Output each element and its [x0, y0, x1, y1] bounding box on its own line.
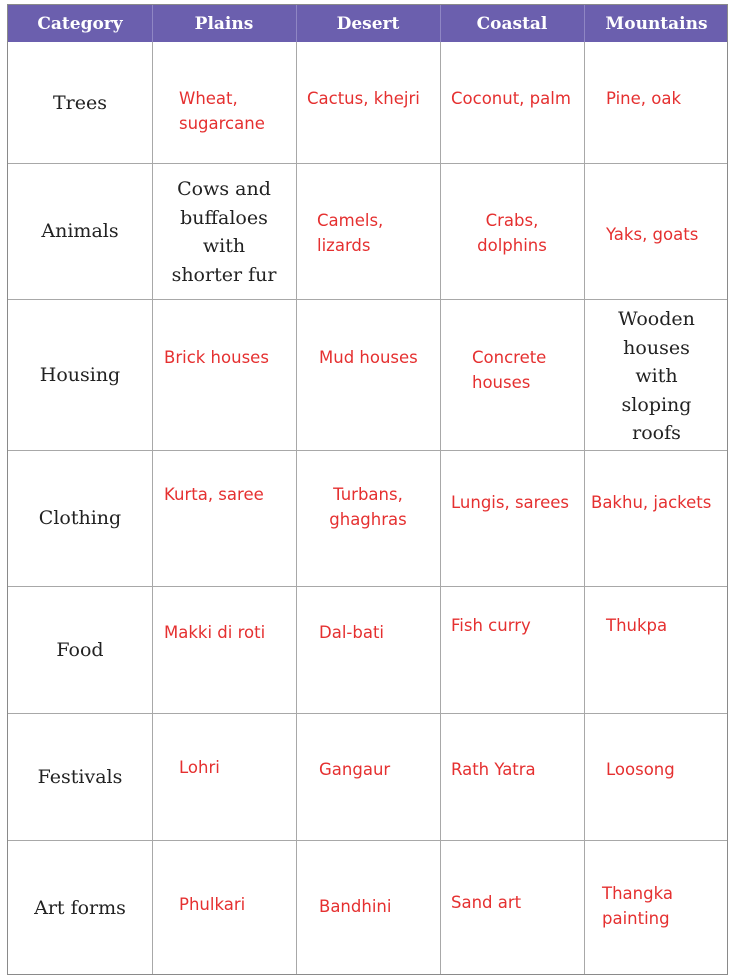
cell-trees-mountains: Pine, oak: [606, 89, 682, 108]
category-art-forms: Art forms: [34, 897, 126, 919]
cell-art-desert: Bandhini: [319, 897, 392, 916]
cell-animals-plains: Cows and buffaloes with shorter fur: [171, 178, 277, 286]
cell-art-plains: Phulkari: [179, 895, 246, 914]
cell-art-mountains: Thangka painting: [602, 884, 673, 928]
cell-clothing-mountains: Bakhu, jackets: [591, 493, 712, 512]
category-trees: Trees: [53, 91, 107, 114]
cell-trees-coastal: Coconut, palm: [451, 89, 571, 108]
cell-festivals-coastal: Rath Yatra: [451, 760, 536, 779]
cell-food-plains: Makki di roti: [164, 623, 266, 642]
header-plains: Plains: [194, 13, 254, 34]
cell-text: Wheat, sugarcane: [179, 89, 265, 133]
category-food: Food: [56, 638, 104, 661]
header-category: Category: [37, 13, 123, 34]
header-mountains: Mountains: [605, 13, 708, 34]
cell-housing-desert: Mud houses: [319, 348, 418, 367]
column-divider: [584, 42, 585, 974]
cell-animals-mountains: Yaks, goats: [606, 225, 699, 244]
cell-trees-desert: Cactus, khejri: [307, 89, 420, 108]
cell-festivals-mountains: Loosong: [606, 760, 675, 779]
cell-art-coastal: Sand art: [451, 893, 522, 912]
header-coastal: Coastal: [476, 13, 548, 34]
cell-festivals-plains: Lohri: [179, 758, 220, 777]
cell-animals-desert: Camels, lizards: [317, 211, 384, 255]
category-clothing: Clothing: [38, 507, 122, 529]
header-divider: [152, 5, 153, 42]
header-divider: [584, 5, 585, 42]
category-animals: Animals: [41, 220, 119, 242]
header-desert: Desert: [336, 13, 400, 34]
cell-food-mountains: Thukpa: [606, 616, 668, 635]
cell-food-coastal: Fish curry: [451, 616, 531, 635]
column-divider: [440, 42, 441, 974]
header-divider: [440, 5, 441, 42]
header-divider: [296, 5, 297, 42]
cell-clothing-coastal: Lungis, sarees: [451, 493, 569, 512]
cell-clothing-desert: Turbans, ghaghras: [329, 485, 407, 529]
cell-food-desert: Dal-bati: [319, 623, 384, 642]
cell-clothing-plains: Kurta, saree: [164, 485, 264, 504]
cell-housing-coastal: Concrete houses: [472, 348, 547, 392]
category-housing: Housing: [39, 363, 121, 386]
cell-housing-mountains: Wooden houses with sloping roofs: [618, 308, 695, 444]
regions-table: [7, 4, 728, 975]
cell-housing-plains: Brick houses: [164, 348, 269, 367]
category-festivals: Festivals: [37, 765, 123, 788]
cell-animals-coastal: Crabs, dolphins: [477, 211, 547, 255]
cell-festivals-desert: Gangaur: [319, 760, 391, 779]
cell-trees-plains: [179, 86, 299, 136]
